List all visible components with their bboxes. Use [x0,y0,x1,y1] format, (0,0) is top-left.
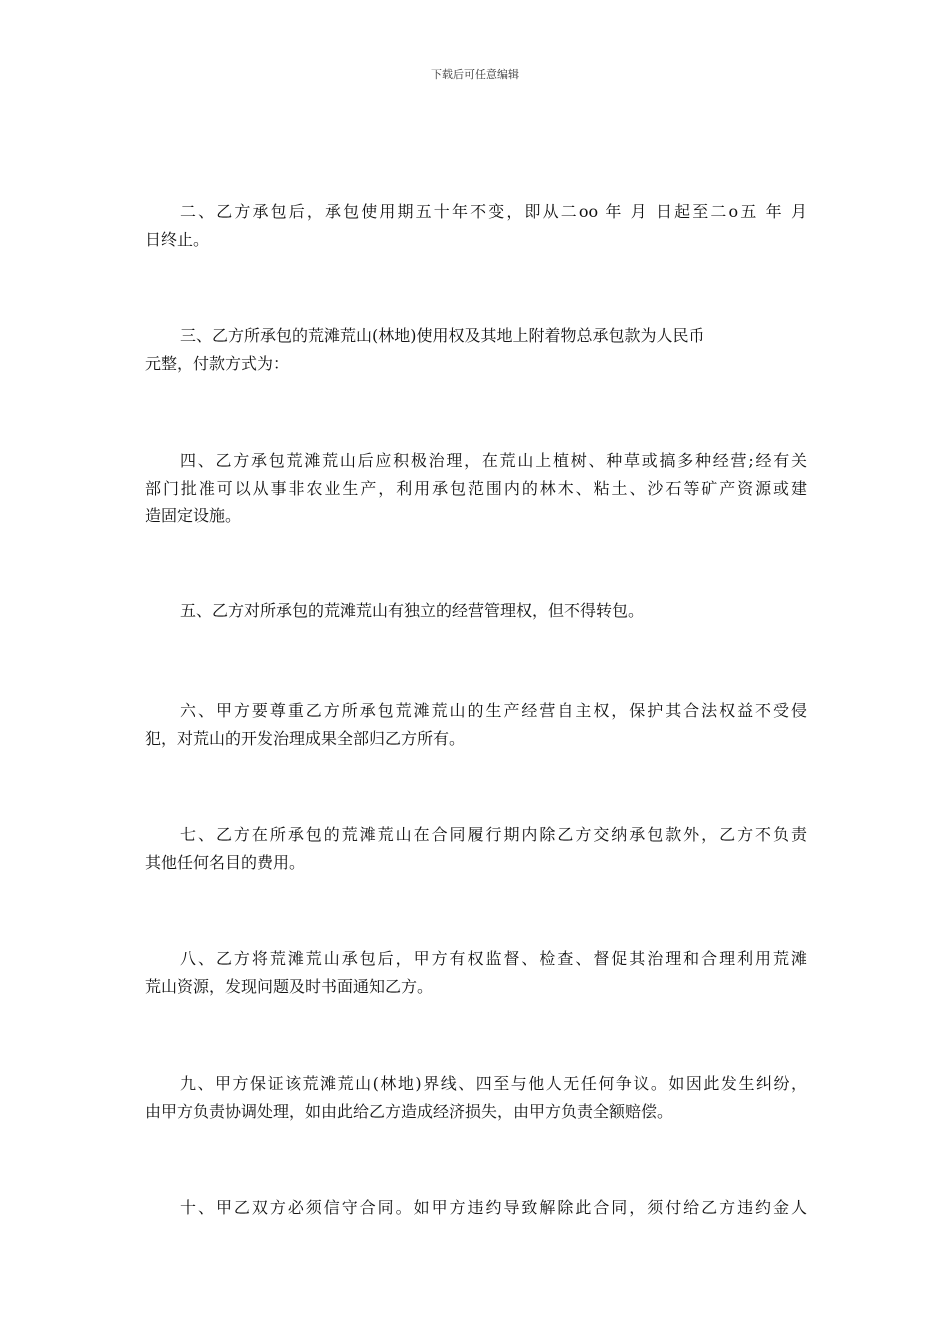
text-line: 二、乙方承包后，承包使用期五十年不变，即从二oo 年 月 日起至二o五 年 月 [180,202,807,221]
text-line: 五、乙方对所承包的荒滩荒山有独立的经营管理权，但不得转包。 [180,601,645,620]
text-line: 九、甲方保证该荒滩荒山(林地)界线、四至与他人无任何争议。如因此发生纠纷， [180,1074,807,1093]
text-line: 六、甲方要尊重乙方所承包荒滩荒山的生产经营自主权，保护其合法权益不受侵 [180,701,807,720]
text-line: 犯，对荒山的开发治理成果全部归乙方所有。 [145,728,466,748]
clause-6 [145,697,807,752]
text-line: 三、乙方所承包的荒滩荒山(林地)使用权及其地上附着物总承包款为人民币 [180,326,705,345]
clause-9 [145,1070,807,1125]
text-line: 造固定设施。 [145,506,242,525]
page-header: 下载后可任意编辑 [431,68,519,81]
clause-8 [145,945,807,1000]
clause-2 [145,198,807,253]
text-line: 部门批准可以从事非农业生产，利用承包范围内的林木、粘土、沙石等矿产资源或建 [145,478,807,498]
text-line: 七、乙方在所承包的荒滩荒山在合同履行期内除乙方交纳承包款外，乙方不负责 [180,825,807,844]
clause-5 [145,597,807,625]
text-line: 其他任何名目的费用。 [145,852,306,872]
clause-3 [145,322,807,377]
text-line: 四、乙方承包荒滩荒山后应积极治理，在荒山上植树、种草或搞多种经营;经有关 [180,451,807,470]
text-line: 元整，付款方式为： [145,353,290,373]
text-line: 十、甲乙双方必须信守合同。如甲方违约导致解除此合同，须付给乙方违约金人 [180,1198,807,1217]
clause-10 [145,1194,807,1222]
text-line: 八、乙方将荒滩荒山承包后，甲方有权监督、检查、督促其治理和合理利用荒滩 [180,949,807,968]
text-line: 荒山资源，发现问题及时书面通知乙方。 [145,976,434,996]
clause-7 [145,821,807,876]
clause-4 [145,447,807,530]
text-line: 由甲方负责协调处理，如由此给乙方造成经济损失，由甲方负责全额赔偿。 [145,1101,674,1121]
text-line: 日终止。 [145,229,210,249]
